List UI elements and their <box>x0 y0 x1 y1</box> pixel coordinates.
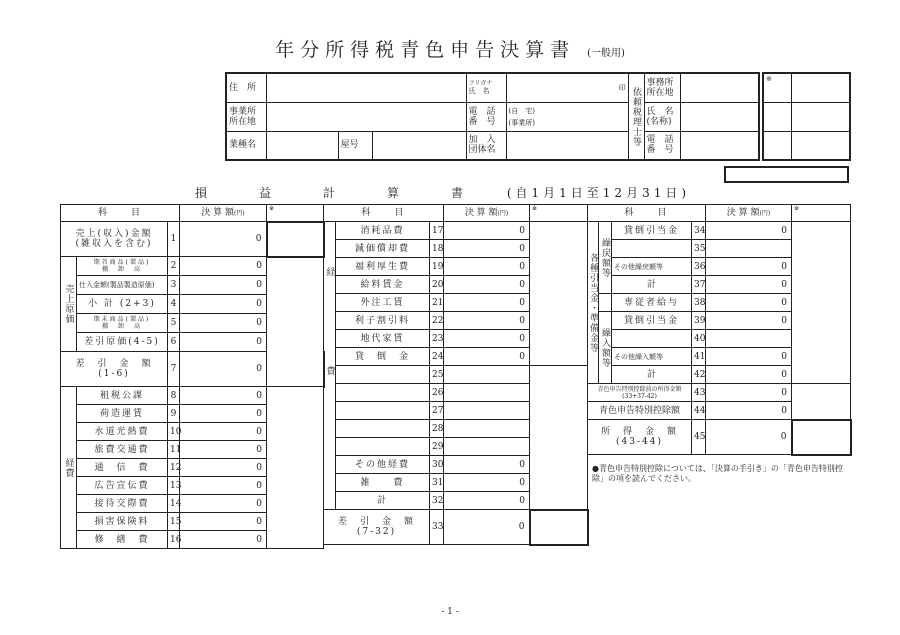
row-value[interactable]: 0 <box>444 312 530 330</box>
row-number: 38 <box>692 294 706 312</box>
row-label: 租税公課 <box>77 387 168 405</box>
row-number: 32 <box>430 492 444 510</box>
row-number: 1 <box>168 222 180 257</box>
row-mark-cell <box>530 510 588 545</box>
row-value[interactable] <box>444 402 530 420</box>
row-number: 11 <box>168 441 180 459</box>
row-label-blank[interactable] <box>336 438 430 456</box>
row-value[interactable]: 0 <box>706 312 792 330</box>
pl-middle-table <box>323 204 589 546</box>
form-title <box>0 35 900 62</box>
ta-office-label: 事務所 所在地 <box>644 73 680 102</box>
row-label: 期首商品(製品) 棚 卸 高 <box>77 257 168 276</box>
row-value[interactable] <box>444 366 530 384</box>
row-mark-cell <box>792 420 851 455</box>
row-number: 5 <box>168 314 180 333</box>
row-value[interactable]: 0 <box>706 366 792 384</box>
row-label-blank[interactable] <box>612 240 692 258</box>
row-label: 雑 費 <box>336 474 430 492</box>
row-mark-blank <box>267 257 324 387</box>
row-value[interactable]: 0 <box>180 405 267 423</box>
row-label: 貸倒引当金 <box>612 222 692 240</box>
row-label-blank-group <box>599 294 612 312</box>
row-number: 8 <box>168 387 180 405</box>
row-number: 28 <box>430 420 444 438</box>
page-number: - 1 - <box>441 607 459 617</box>
office-use-cell-2 <box>763 102 791 131</box>
row-label: 利子割引料 <box>336 312 430 330</box>
row-number: 16 <box>168 531 180 549</box>
row-number: 12 <box>168 459 180 477</box>
group-label-sales-cost: 売上原価 <box>61 257 77 352</box>
row-number: 45 <box>692 420 706 455</box>
shop-name-field[interactable] <box>372 131 466 160</box>
row-number: 4 <box>168 295 180 314</box>
row-label-blank[interactable] <box>336 402 430 420</box>
seal-mark: 印 <box>618 83 626 92</box>
row-number: 17 <box>430 222 444 240</box>
group-label-reserves: 各種引当金・準備金等 <box>588 222 599 384</box>
address-label: 住 所 <box>226 73 266 102</box>
row-value[interactable] <box>706 330 792 348</box>
row-value[interactable]: 0 <box>180 314 267 333</box>
row-label: 修 繕 費 <box>77 531 168 549</box>
row-number: 22 <box>430 312 444 330</box>
phone-field[interactable] <box>506 102 628 131</box>
row-number: 18 <box>430 240 444 258</box>
row-label: 貸 倒 金 <box>336 348 430 366</box>
row-label-blank[interactable] <box>336 366 430 384</box>
row-label: 差 引 金 額 (1-6) <box>61 352 168 387</box>
row-label: 接待交際費 <box>77 495 168 513</box>
col-header-amount: 決 算 額(円) <box>706 205 792 222</box>
row-number: 13 <box>168 477 180 495</box>
row-value[interactable]: 0 <box>180 257 267 276</box>
shop-name-label: 屋号 <box>338 131 372 160</box>
row-label: 計 <box>612 276 692 294</box>
row-number: 21 <box>430 294 444 312</box>
office-use-cell-4 <box>763 131 791 160</box>
ta-name-field[interactable] <box>680 102 759 131</box>
office-use-strip <box>724 166 849 183</box>
office-address-label: 事業所 所在地 <box>226 102 266 131</box>
row-label: 通 信 費 <box>77 459 168 477</box>
row-number: 42 <box>692 366 706 384</box>
row-label: 旅費交通費 <box>77 441 168 459</box>
row-value[interactable]: 0 <box>180 459 267 477</box>
row-number: 34 <box>692 222 706 240</box>
row-value[interactable] <box>444 384 530 402</box>
row-value[interactable]: 0 <box>180 387 267 405</box>
header-table <box>225 72 760 161</box>
row-value[interactable]: 0 <box>444 258 530 276</box>
form-title-sub: (一般用) <box>587 48 625 59</box>
col-header-item: 科 目 <box>324 205 444 222</box>
row-label: 専従者給与 <box>612 294 692 312</box>
member-org-label: 加 入 団体名 <box>466 131 506 160</box>
row-value[interactable]: 0 <box>444 330 530 348</box>
row-value[interactable]: 0 <box>444 222 530 240</box>
row-value[interactable]: 0 <box>444 240 530 258</box>
col-header-mark: ※ <box>530 205 588 222</box>
phone-home-label: (自 宅) <box>508 106 535 115</box>
row-label: 売上(収入)金額 (雑収入を含む) <box>61 222 168 257</box>
member-org-field[interactable] <box>506 131 628 160</box>
row-number: 19 <box>430 258 444 276</box>
row-label: 期末商品(製品) 棚 卸 高 <box>77 314 168 333</box>
row-label: 仕入金額(製品製造原価) <box>77 276 168 295</box>
row-label: その他繰入額等 <box>612 348 692 366</box>
row-number: 9 <box>168 405 180 423</box>
name-label-cell <box>466 73 506 102</box>
address-field[interactable] <box>266 73 466 102</box>
row-value[interactable] <box>444 420 530 438</box>
row-number: 40 <box>692 330 706 348</box>
row-value[interactable]: 0 <box>444 456 530 474</box>
row-number: 14 <box>168 495 180 513</box>
row-label: 青色申告特別控除前の所得金額 (33+37-42) <box>588 384 692 402</box>
business-type-field[interactable] <box>266 131 338 160</box>
row-value[interactable]: 0 <box>180 495 267 513</box>
row-mark-cell <box>267 222 324 257</box>
row-value[interactable]: 0 <box>444 510 530 545</box>
row-label: 地代家賃 <box>336 330 430 348</box>
row-label: 消耗品費 <box>336 222 430 240</box>
row-value[interactable]: 0 <box>180 423 267 441</box>
row-number: 41 <box>692 348 706 366</box>
row-label: 荷造運賃 <box>77 405 168 423</box>
row-number: 23 <box>430 330 444 348</box>
row-label-blank[interactable] <box>612 330 692 348</box>
row-mark-blank <box>267 387 324 549</box>
furigana-label: フリガナ <box>468 80 493 88</box>
row-label: 給料賃金 <box>336 276 430 294</box>
row-number: 25 <box>430 366 444 384</box>
row-label: 貸倒引当金 <box>612 312 692 330</box>
form-title-text: 年分所得税青色申告決算書 <box>275 39 576 61</box>
row-label: 減価償却費 <box>336 240 430 258</box>
row-number: 3 <box>168 276 180 295</box>
row-value[interactable]: 0 <box>444 474 530 492</box>
row-number: 2 <box>168 257 180 276</box>
row-number: 15 <box>168 513 180 531</box>
row-mark-blank <box>530 222 588 366</box>
row-label-blank[interactable] <box>336 384 430 402</box>
row-label: 計 <box>336 492 430 510</box>
row-value[interactable]: 0 <box>706 294 792 312</box>
group-label-reversal: 繰戻額等 <box>599 222 612 294</box>
office-use-cell-3 <box>791 102 850 131</box>
row-number: 6 <box>168 333 180 352</box>
row-mark-blank <box>792 222 851 384</box>
pl-right-table <box>587 204 852 456</box>
row-label: 差引原価(4-5) <box>77 333 168 352</box>
row-value[interactable] <box>706 240 792 258</box>
group-label-provision: 繰入額等 <box>599 312 612 384</box>
row-value[interactable] <box>444 438 530 456</box>
row-number: 7 <box>168 352 180 387</box>
row-value[interactable]: 0 <box>444 492 530 510</box>
row-label: その他繰戻額等 <box>612 258 692 276</box>
office-address-field[interactable] <box>266 102 466 131</box>
name-field[interactable] <box>506 73 628 102</box>
row-value[interactable]: 0 <box>180 276 267 295</box>
tax-accountant-label: 依頼税理士等 <box>628 73 644 160</box>
office-use-cell-5 <box>791 131 850 160</box>
row-label: 青色申告特別控除額 <box>588 402 692 420</box>
row-number: 35 <box>692 240 706 258</box>
row-value[interactable]: 0 <box>706 384 792 402</box>
row-value[interactable]: 0 <box>180 477 267 495</box>
row-value[interactable]: 0 <box>180 513 267 531</box>
ta-name-label: 氏 名 (名称) <box>644 102 680 131</box>
row-value[interactable]: 0 <box>180 295 267 314</box>
office-use-box <box>762 72 851 161</box>
row-value[interactable]: 0 <box>706 348 792 366</box>
row-number: 29 <box>430 438 444 456</box>
office-mark: ※ <box>763 73 791 102</box>
row-label: 水道光熱費 <box>77 423 168 441</box>
row-label: 福利厚生費 <box>336 258 430 276</box>
ta-phone-field[interactable] <box>680 131 759 160</box>
row-label: 損害保険料 <box>77 513 168 531</box>
row-label: 所 得 金 額 (43-44) <box>588 420 692 455</box>
row-number: 10 <box>168 423 180 441</box>
phone-label: 電 話 番 号 <box>466 102 506 131</box>
col-header-amount: 決 算 額(円) <box>444 205 530 222</box>
row-value[interactable]: 0 <box>706 258 792 276</box>
row-value[interactable]: 0 <box>180 333 267 352</box>
row-number: 27 <box>430 402 444 420</box>
col-header-amount: 決 算 額(円) <box>180 205 267 222</box>
pl-period: (自1月1日至12月31日) <box>506 186 691 200</box>
col-header-mark: ※ <box>792 205 851 222</box>
row-label: 差 引 金 額 (7-32) <box>324 510 430 545</box>
name-label: 氏 名 <box>468 87 490 96</box>
phone-office-label: (事業所) <box>508 118 535 127</box>
row-value[interactable]: 0 <box>706 222 792 240</box>
ta-phone-label: 電 話 番 号 <box>644 131 680 160</box>
row-number: 33 <box>430 510 444 545</box>
ta-office-field[interactable] <box>680 73 759 102</box>
row-value[interactable]: 0 <box>180 222 267 257</box>
row-label: 小 計 (2+3) <box>77 295 168 314</box>
row-number: 39 <box>692 312 706 330</box>
row-value[interactable]: 0 <box>444 294 530 312</box>
col-header-item: 科 目 <box>588 205 706 222</box>
row-value[interactable]: 0 <box>706 402 792 420</box>
row-label: 計 <box>612 366 692 384</box>
row-number: 36 <box>692 258 706 276</box>
row-number: 37 <box>692 276 706 294</box>
business-type-label: 業種名 <box>226 131 266 160</box>
row-value[interactable]: 0 <box>180 441 267 459</box>
col-header-item: 科 目 <box>61 205 180 222</box>
row-mark-blank <box>530 366 588 510</box>
row-label: 外注工賃 <box>336 294 430 312</box>
row-number: 24 <box>430 348 444 366</box>
pl-title-text: 損 益 計 算 書 <box>195 186 484 200</box>
row-number: 30 <box>430 456 444 474</box>
row-number: 20 <box>430 276 444 294</box>
row-number: 43 <box>692 384 706 402</box>
row-value[interactable]: 0 <box>444 348 530 366</box>
group-label-expenses-mid: 経費 <box>324 222 336 510</box>
row-value[interactable]: 0 <box>706 276 792 294</box>
row-value[interactable]: 0 <box>706 420 792 455</box>
row-mark-blank <box>792 384 851 420</box>
row-number: 26 <box>430 384 444 402</box>
row-label: その他経費 <box>336 456 430 474</box>
pl-left-table <box>60 204 325 549</box>
col-header-mark: ※ <box>267 205 324 222</box>
row-label-blank[interactable] <box>336 420 430 438</box>
row-value[interactable]: 0 <box>180 352 267 387</box>
row-number: 44 <box>692 402 706 420</box>
row-value[interactable]: 0 <box>180 531 267 549</box>
office-use-cell-1 <box>791 73 850 102</box>
blue-return-note: ●青色申告特別控除については、「決算の手引き」の「青色申告特別控除」の項を読んでください。 <box>592 464 843 483</box>
group-label-expenses-left: 経費 <box>61 387 77 549</box>
row-number: 31 <box>430 474 444 492</box>
pl-title <box>195 184 715 201</box>
row-value[interactable]: 0 <box>444 276 530 294</box>
row-label: 広告宣伝費 <box>77 477 168 495</box>
